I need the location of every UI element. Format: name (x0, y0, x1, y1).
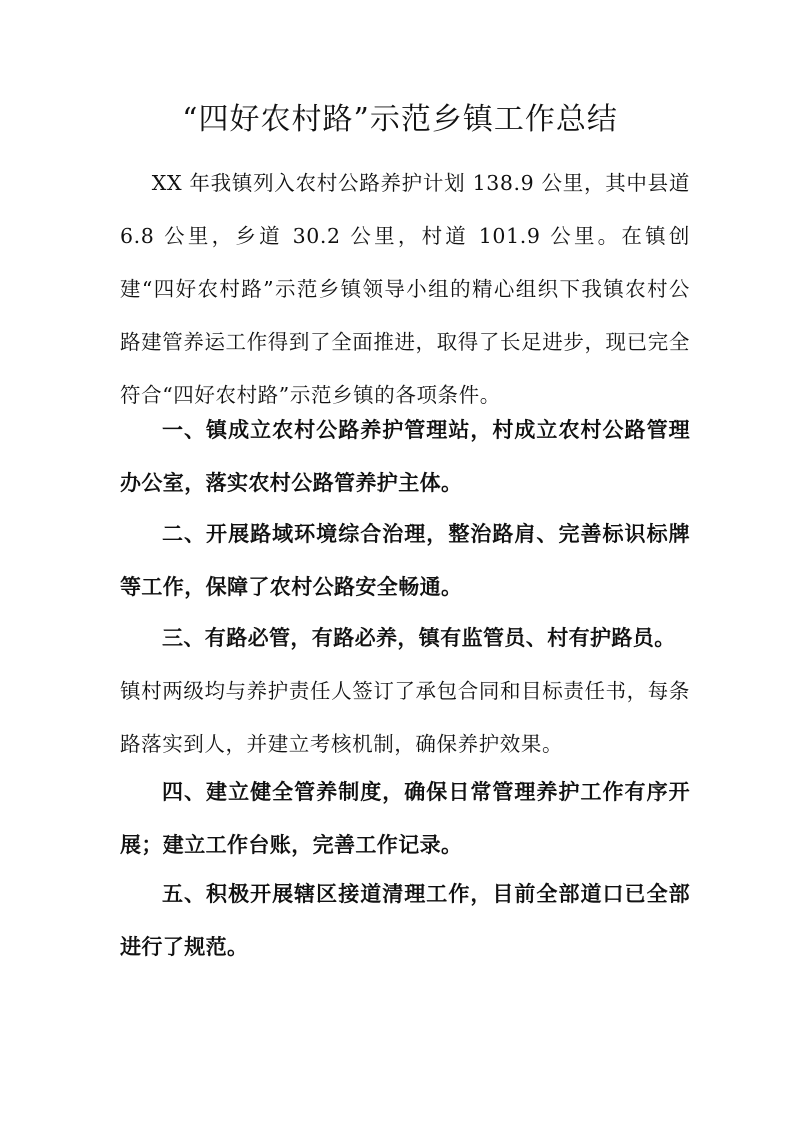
item-1-paragraph: 一、镇成立农村公路养护管理站，村成立农村公路管理办公室，落实农村公路管养护主体。 (120, 418, 690, 495)
item-3-lead: 三、有路必管，有路必养，镇有监管员、村有护路员。 (162, 626, 676, 650)
intro-paragraph: XX 年我镇列入农村公路养护计划 138.9 公里，其中县道 6.8 公里，乡道 30.2 公里，村道 101.9 公里。在镇创建“四好农村路”示范乡镇领导小组的精心组织下我镇农村公路建管养运工作得到了全面推进，取得了长足进步，现已完全符合“四好农村路”示范乡镇的各项条件。 (120, 171, 690, 407)
item-4-paragraph: 四、建立健全管养制度，确保日常管理养护工作有序开展；建立工作台账，完善工作记录。 (120, 780, 690, 857)
item-2-paragraph: 二、开展路域环境综合治理，整治路肩、完善标识标牌等工作，保障了农村公路安全畅通。 (120, 522, 690, 599)
item-3-paragraph: 镇村两级均与养护责任人签订了承包合同和目标责任书，每条路落实到人，并建立考核机制，确保养护效果。 (120, 679, 690, 756)
document-title: “四好农村路”示范乡镇工作总结 (182, 102, 618, 137)
item-5-paragraph: 五、积极开展辖区接道清理工作，目前全部道口已全部进行了规范。 (120, 882, 690, 959)
